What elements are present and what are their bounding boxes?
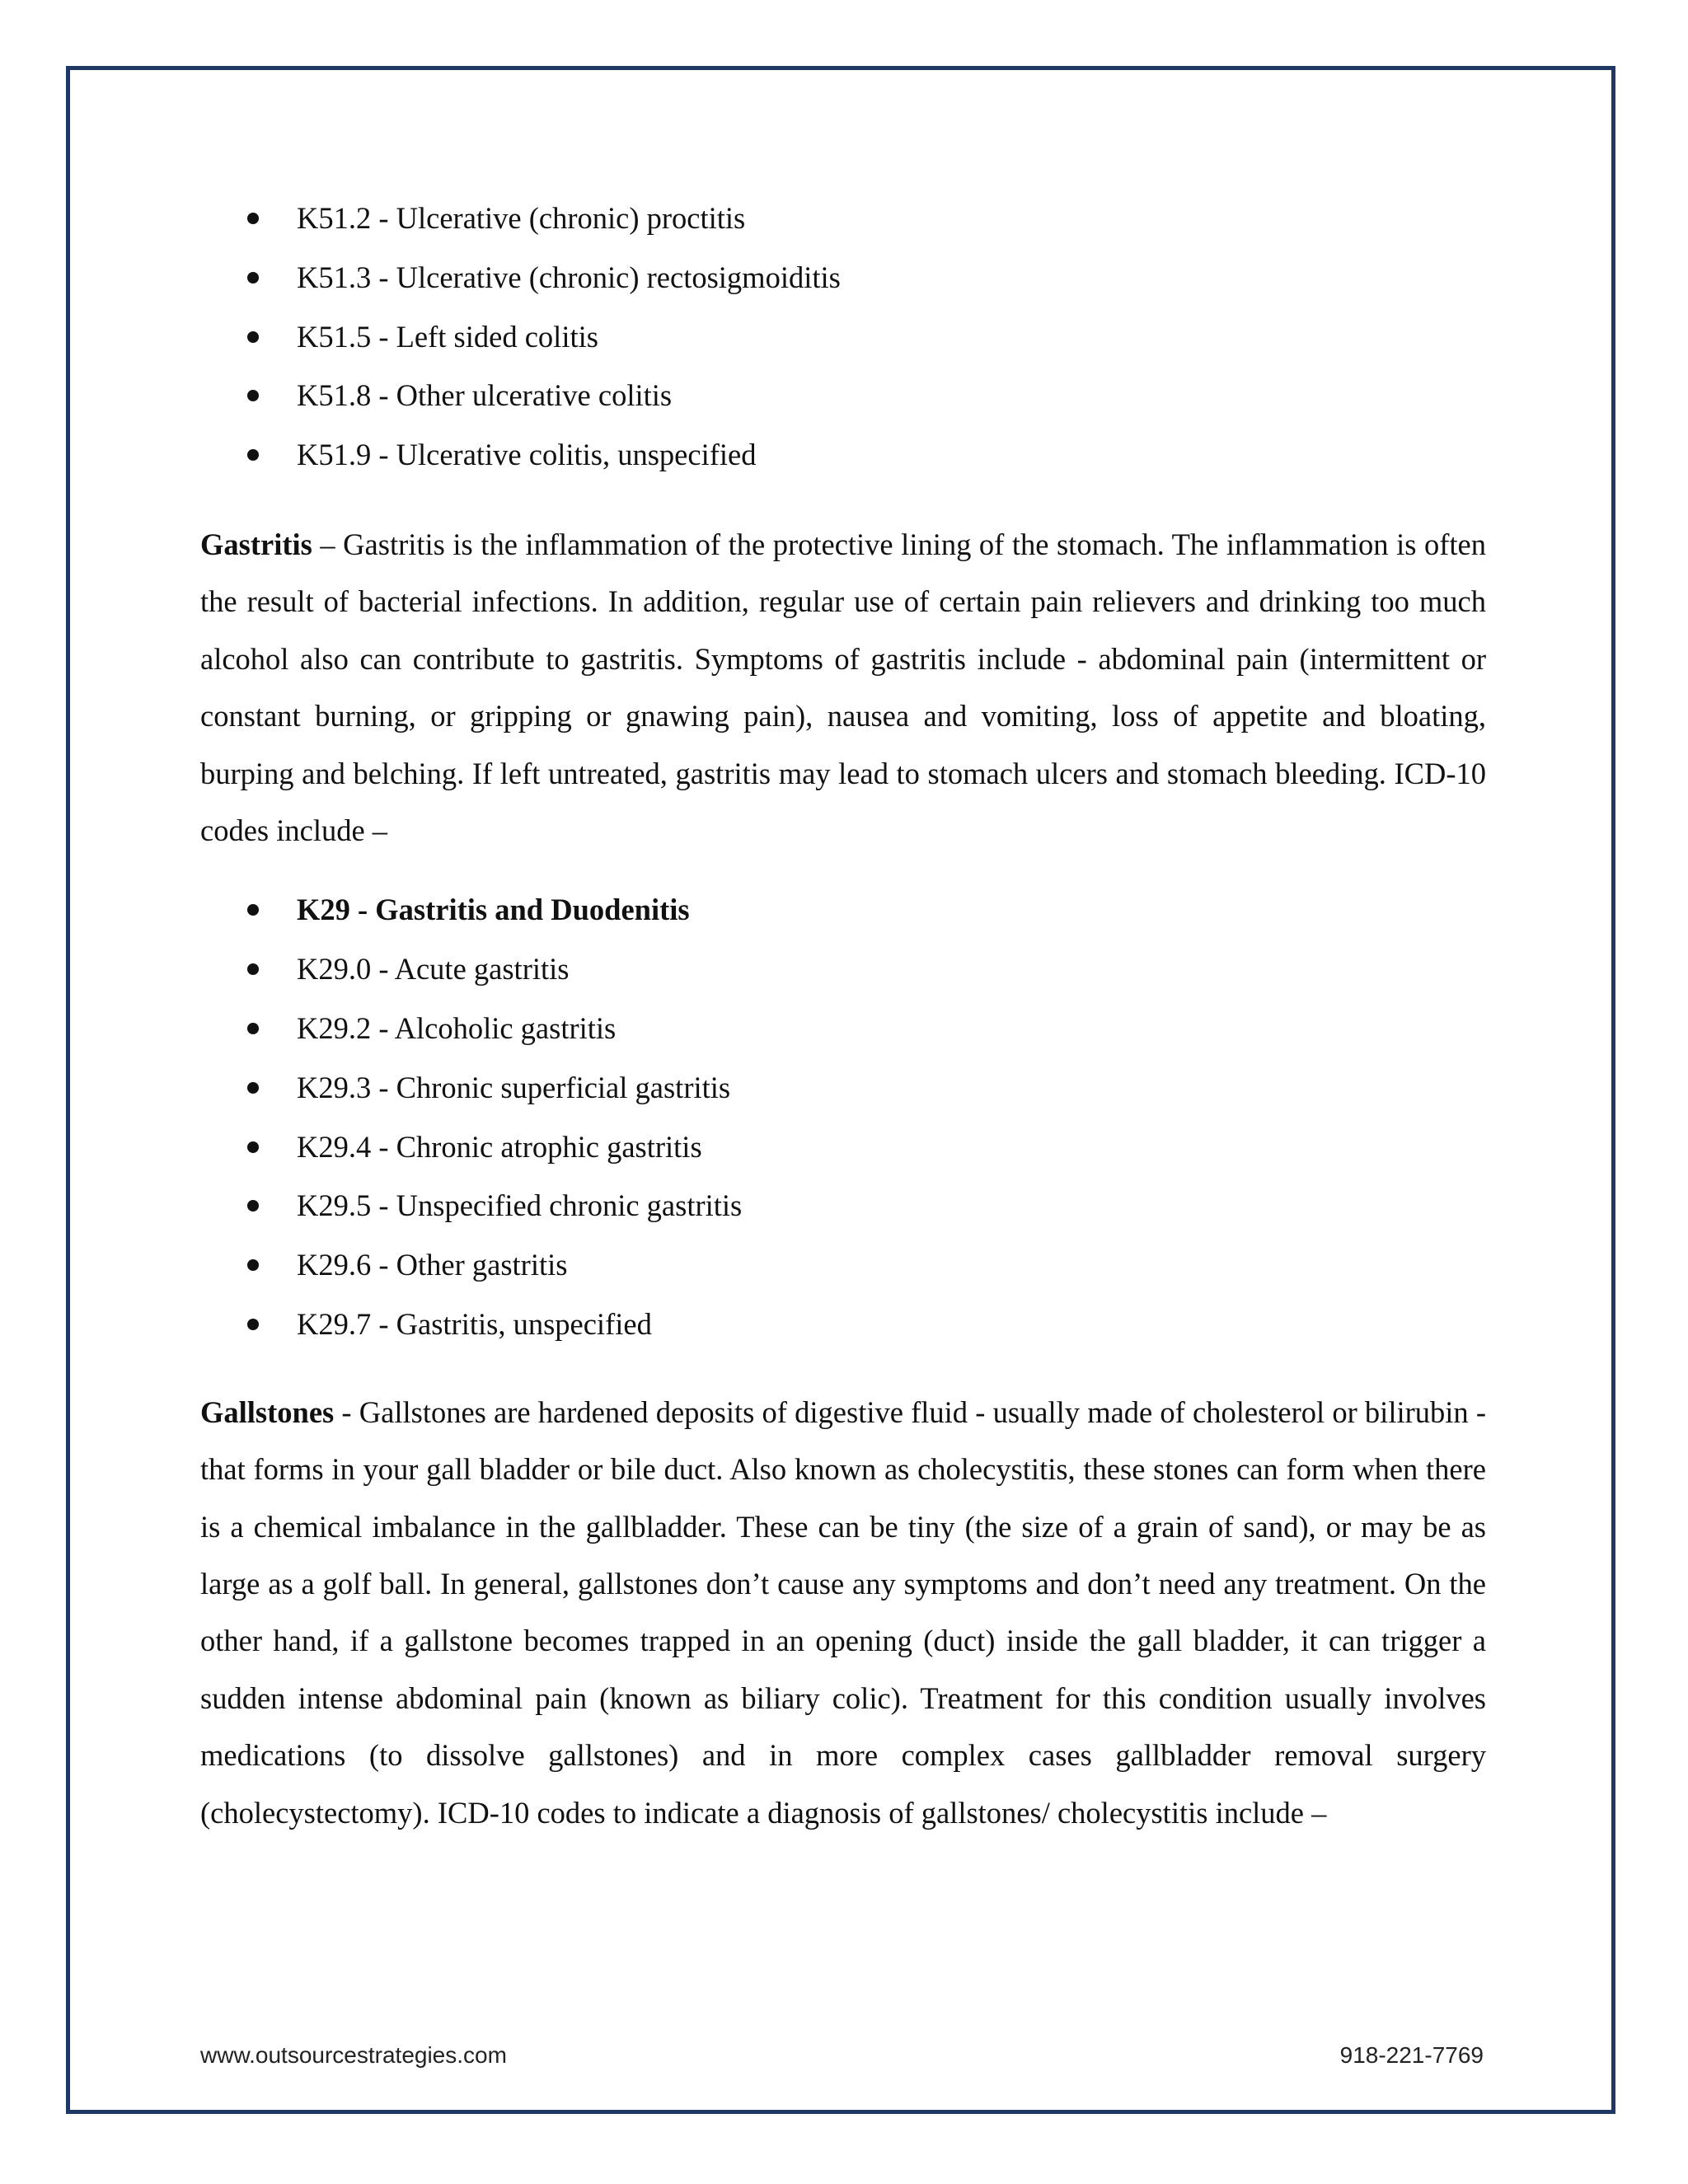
bullet-icon (247, 1082, 259, 1094)
list-item (200, 1183, 1486, 1243)
list-item (200, 1302, 1486, 1361)
bullet-icon (247, 1023, 259, 1034)
list-item (200, 196, 1486, 255)
list-item (200, 1006, 1486, 1066)
list-item-text: K29.5 - Unspecified chronic gastritis (297, 1188, 743, 1223)
list-item-text: K51.9 - Ulcerative colitis, unspecified (297, 438, 757, 472)
list-item (200, 315, 1486, 374)
footer-phone: 918-221-7769 (1339, 2042, 1484, 2068)
gastritis-code-list (200, 888, 1486, 1361)
list-item-text: K51.3 - Ulcerative (chronic) rectosigmoiditis (297, 260, 841, 294)
gastritis-description: – Gastritis is the inflammation of the protective lining of the stomach. The inflammation is often the result of bacterial infections. In addition, regular use of certain pain relievers and drinking too much alcohol also can contribute to gastritis. Symptoms of gastritis include - abdominal pain (intermittent or constant burning, or gripping or gnawing pain), nausea and vomiting, loss of appetite and bloating, burping and belching. If left untreated, gastritis may lead to stomach ulcers and stomach bleeding. ICD-10 codes include – (200, 527, 1486, 848)
list-item-text: K51.8 - Other ulcerative colitis (297, 378, 673, 413)
list-item-text: K29.7 - Gastritis, unspecified (297, 1307, 652, 1341)
ulcerative-colitis-code-list (200, 196, 1486, 492)
list-item (200, 1125, 1486, 1184)
list-item-text: K29.3 - Chronic superficial gastritis (297, 1070, 731, 1104)
bullet-icon (247, 449, 259, 461)
list-heading-item (200, 888, 1486, 947)
list-item (200, 255, 1486, 315)
bullet-icon (247, 1200, 259, 1212)
bullet-icon (247, 213, 259, 224)
list-item-text: K29.4 - Chronic atrophic gastritis (297, 1129, 702, 1164)
list-item-text: K29.6 - Other gastritis (297, 1248, 568, 1282)
list-item-text: K29.0 - Acute gastritis (297, 952, 570, 987)
footer-website[interactable]: www.outsourcestrategies.com (200, 2042, 507, 2068)
list-heading-text: K29 - Gastritis and Duodenitis (297, 893, 690, 927)
bullet-icon (247, 331, 259, 343)
list-item (200, 947, 1486, 1006)
list-item (200, 373, 1486, 433)
list-item (200, 1066, 1486, 1125)
bullet-icon (247, 1141, 259, 1153)
list-item (200, 433, 1486, 492)
list-item-text: K51.2 - Ulcerative (chronic) proctitis (297, 201, 746, 235)
bullet-icon (247, 272, 259, 284)
gastritis-paragraph (200, 516, 1486, 859)
gallstones-paragraph (200, 1384, 1486, 1841)
bullet-icon (247, 1259, 259, 1271)
gastritis-term: Gastritis (200, 527, 312, 561)
bullet-icon (247, 390, 259, 401)
bullet-icon (247, 904, 259, 916)
bullet-icon (247, 963, 259, 975)
bullet-icon (247, 1319, 259, 1330)
list-item (200, 1243, 1486, 1302)
gallstones-description: - Gallstones are hardened deposits of digestive fluid - usually made of cholesterol or bilirubin - that forms in your gall bladder or bile duct. Also known as cholecystitis, these stones can form when there is a chemical imbalance in the gallbladder. These can be tiny (the size of a grain of sand), or may be as large as a golf ball. In general, gallstones don’t cause any symptoms and don’t need any treatment. On the other hand, if a gallstone becomes trapped in an opening (duct) inside the gall bladder, it can trigger a sudden intense abdominal pain (known as biliary colic). Treatment for this condition usually involves medications (to dissolve gallstones) and in more complex cases gallbladder removal surgery (cholecystectomy). ICD-10 codes to indicate a diagnosis of gallstones/ cholecystitis include – (200, 1394, 1486, 1830)
list-item-text: K51.5 - Left sided colitis (297, 319, 598, 354)
list-item-text: K29.2 - Alcoholic gastritis (297, 1011, 617, 1046)
gallstones-term: Gallstones (200, 1394, 335, 1429)
document-body (200, 196, 1486, 1841)
